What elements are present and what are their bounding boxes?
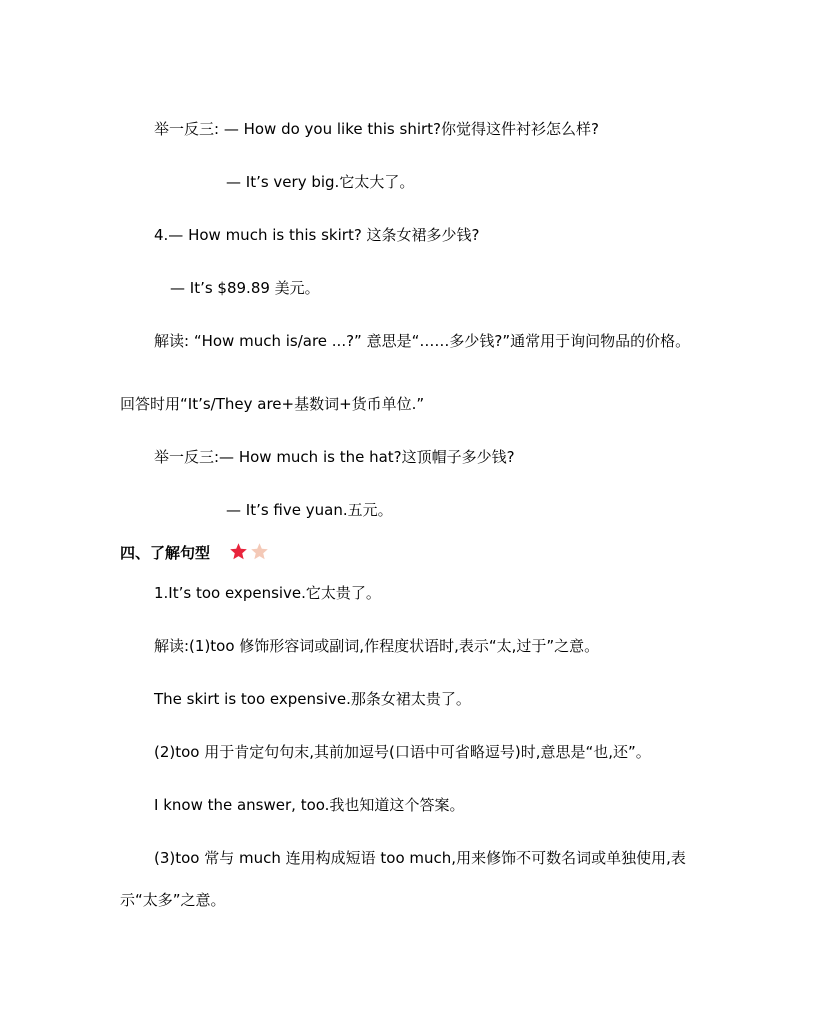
explanation-too-3: (3)too 常与 much 连用构成短语 too much,用来修饰不可数名词或单独使用,表 xyxy=(154,849,686,867)
sentence-4-question: 4.— How much is this skirt? 这条女裙多少钱? xyxy=(154,226,480,244)
sentence-1: 1.It’s too expensive.它太贵了。 xyxy=(154,584,381,602)
example-question-shirt: 举一反三: — How do you like this shirt?你觉得这件衬衫怎么样? xyxy=(154,120,599,138)
explanation-too-2: (2)too 用于肯定句句末,其前加逗号(口语中可省略逗号)时,意思是“也,还”。 xyxy=(154,743,651,761)
example-question-hat: 举一反三:— How much is the hat?这顶帽子多少钱? xyxy=(154,448,515,466)
explanation-too-1: 解读:(1)too 修饰形容词或副词,作程度状语时,表示“太,过于”之意。 xyxy=(154,637,600,655)
star-faded-icon xyxy=(250,542,269,561)
difficulty-rating xyxy=(229,542,269,561)
sentence-4-answer: — It’s $89.89 美元。 xyxy=(170,279,320,297)
explanation-how-much-cont: 回答时用“It’s/They are+基数词+货币单位.” xyxy=(120,395,425,413)
section-heading xyxy=(120,542,269,563)
example-answer-yuan: — It’s five yuan.五元。 xyxy=(226,501,393,519)
star-filled-icon xyxy=(229,542,248,561)
explanation-how-much: 解读: “How much is/are ...?” 意思是“……多少钱?”通常用于询问物品的价格。 xyxy=(154,332,691,350)
example-too-2: I know the answer, too.我也知道这个答案。 xyxy=(154,796,465,814)
explanation-too-3-cont: 示“太多”之意。 xyxy=(120,891,226,909)
example-answer-big: — It’s very big.它太大了。 xyxy=(226,173,415,191)
example-too-1: The skirt is too expensive.那条女裙太贵了。 xyxy=(154,690,471,708)
section-heading-text: 四、了解句型 xyxy=(120,544,211,562)
